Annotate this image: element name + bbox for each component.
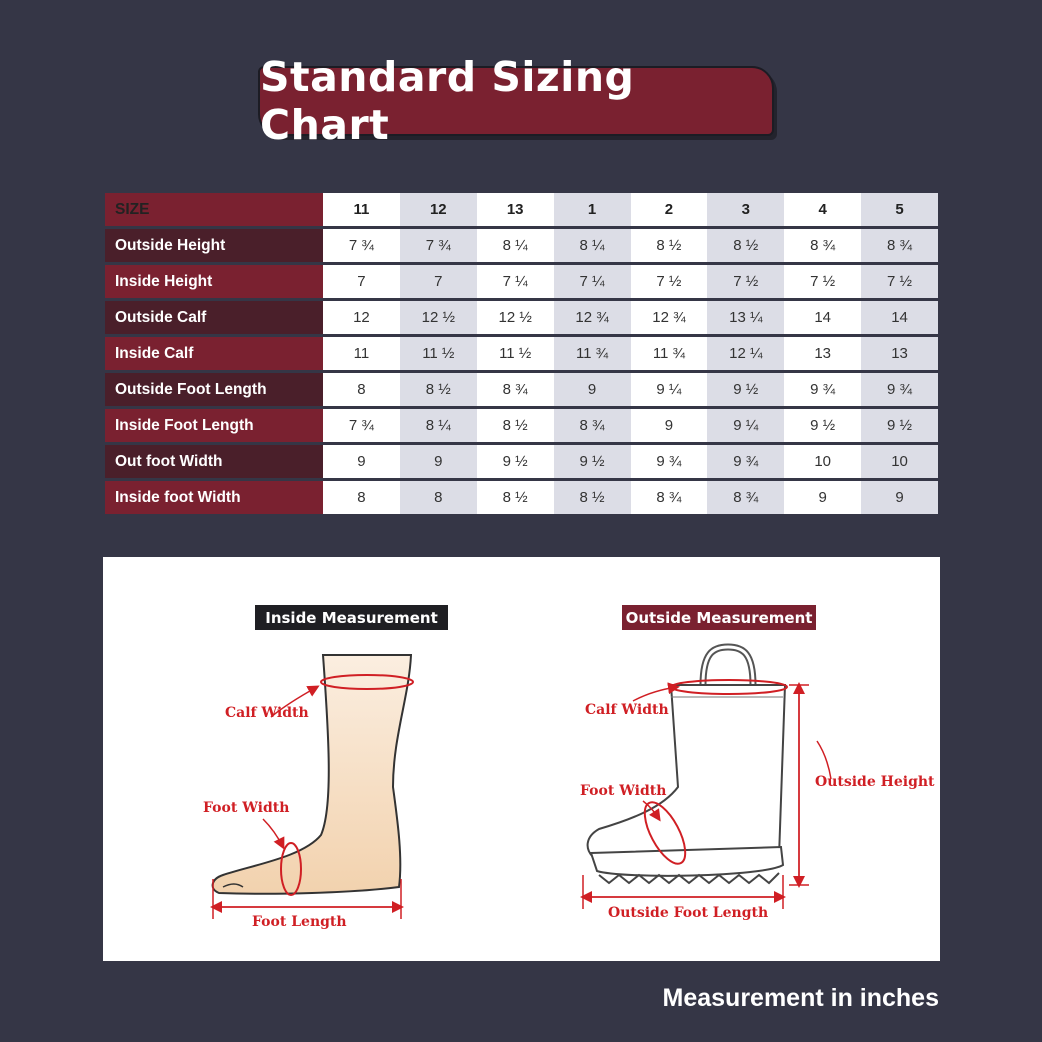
table-cell: 12 ½ [400, 300, 477, 336]
table-cell: 9 [323, 444, 400, 480]
table-cell: 7 ½ [861, 264, 938, 300]
row-label: Inside foot Width [105, 480, 323, 515]
table-cell: 8 ¼ [554, 228, 631, 264]
table-cell: 8 ½ [477, 408, 554, 444]
table-row [105, 300, 938, 336]
table-cell: 9 ¼ [631, 372, 708, 408]
row-label: Out foot Width [105, 444, 323, 480]
table-cell: 11 ½ [477, 336, 554, 372]
table-cell: 9 ½ [861, 408, 938, 444]
table-cell: 13 [784, 336, 861, 372]
table-cell: 8 ½ [631, 228, 708, 264]
table-cell: 9 ½ [784, 408, 861, 444]
table-cell: 11 ¾ [554, 336, 631, 372]
table-cell: 8 [323, 480, 400, 515]
table-cell: 8 ½ [707, 228, 784, 264]
outside-calf-width-label: Calf Width [585, 702, 669, 718]
size-header-cell: 1 [554, 193, 631, 228]
table-cell: 12 [323, 300, 400, 336]
table-cell: 8 ¾ [477, 372, 554, 408]
table-cell: 7 ¾ [400, 228, 477, 264]
table-row [105, 372, 938, 408]
outside-height-label: Outside Height [815, 774, 935, 790]
table-cell: 7 ½ [631, 264, 708, 300]
table-row [105, 264, 938, 300]
table-cell: 9 [861, 480, 938, 515]
table-row [105, 336, 938, 372]
title-banner [258, 53, 774, 149]
table-cell: 7 ¾ [323, 228, 400, 264]
table-cell: 8 [323, 372, 400, 408]
table-cell: 10 [861, 444, 938, 480]
table-cell: 9 ¼ [707, 408, 784, 444]
table-cell: 12 ¾ [554, 300, 631, 336]
table-cell: 7 ¾ [323, 408, 400, 444]
row-label: Inside Calf [105, 336, 323, 372]
size-header-cell: 13 [477, 193, 554, 228]
boot-illustration [583, 647, 831, 909]
foot-illustration [213, 655, 413, 919]
table-cell: 12 ¼ [707, 336, 784, 372]
table-cell: 9 ¾ [784, 372, 861, 408]
table-cell: 12 ¾ [631, 300, 708, 336]
row-label: Inside Foot Length [105, 408, 323, 444]
sizing-table [105, 193, 938, 514]
table-cell: 8 ¼ [400, 408, 477, 444]
table-cell: 8 ¼ [477, 228, 554, 264]
inside-foot-length-label: Foot Length [252, 914, 347, 930]
table-cell: 9 ½ [477, 444, 554, 480]
table-cell: 9 [631, 408, 708, 444]
measurement-illustration [103, 557, 940, 961]
outside-foot-length-label: Outside Foot Length [608, 905, 769, 921]
measurement-unit-note: Measurement in inches [662, 984, 939, 1012]
table-cell: 8 [400, 480, 477, 515]
table-cell: 12 ½ [477, 300, 554, 336]
table-cell: 11 [323, 336, 400, 372]
table-cell: 13 ¼ [707, 300, 784, 336]
table-cell: 9 ¾ [707, 444, 784, 480]
table-row [105, 228, 938, 264]
inside-foot-width-label: Foot Width [203, 800, 290, 816]
table-cell: 8 ½ [477, 480, 554, 515]
size-header-cell: 2 [631, 193, 708, 228]
table-cell: 7 ¼ [477, 264, 554, 300]
row-label: Outside Foot Length [105, 372, 323, 408]
table-cell: 7 ¼ [554, 264, 631, 300]
outside-measurement-title: Outside Measurement [622, 605, 816, 630]
row-label: Inside Height [105, 264, 323, 300]
table-cell: 9 ½ [554, 444, 631, 480]
table-cell: 9 ¾ [631, 444, 708, 480]
row-label: Outside Calf [105, 300, 323, 336]
size-header-cell: 3 [707, 193, 784, 228]
size-header-cell: 12 [400, 193, 477, 228]
row-label: Outside Height [105, 228, 323, 264]
table-cell: 7 ½ [707, 264, 784, 300]
size-header-cell: 4 [784, 193, 861, 228]
table-cell: 10 [784, 444, 861, 480]
table-cell: 14 [861, 300, 938, 336]
header-size-label: SIZE [105, 193, 323, 228]
outside-foot-width-label: Foot Width [580, 783, 667, 799]
inside-calf-width-label: Calf Width [225, 705, 309, 721]
table-cell: 9 ½ [707, 372, 784, 408]
table-cell: 8 ½ [554, 480, 631, 515]
table-cell: 9 [784, 480, 861, 515]
page-title: Standard Sizing Chart [260, 53, 635, 149]
table-cell: 8 ¾ [631, 480, 708, 515]
table-cell: 8 ¾ [554, 408, 631, 444]
table-cell: 7 [400, 264, 477, 300]
table-cell: 9 ¾ [861, 372, 938, 408]
table-header-row [105, 193, 938, 228]
table-cell: 8 ½ [400, 372, 477, 408]
table-cell: 11 ¾ [631, 336, 708, 372]
inside-measurement-title: Inside Measurement [255, 605, 448, 630]
table-cell: 9 [554, 372, 631, 408]
size-header-cell: 5 [861, 193, 938, 228]
table-cell: 14 [784, 300, 861, 336]
table-cell: 13 [861, 336, 938, 372]
table-cell: 8 ¾ [784, 228, 861, 264]
table-cell: 7 ½ [784, 264, 861, 300]
table-row [105, 480, 938, 515]
table-cell: 9 [400, 444, 477, 480]
table-cell: 8 ¾ [707, 480, 784, 515]
table-cell: 11 ½ [400, 336, 477, 372]
size-header-cell: 11 [323, 193, 400, 228]
table-cell: 7 [323, 264, 400, 300]
measurement-panel [103, 557, 940, 961]
table-row [105, 408, 938, 444]
table-row [105, 444, 938, 480]
table-cell: 8 ¾ [861, 228, 938, 264]
